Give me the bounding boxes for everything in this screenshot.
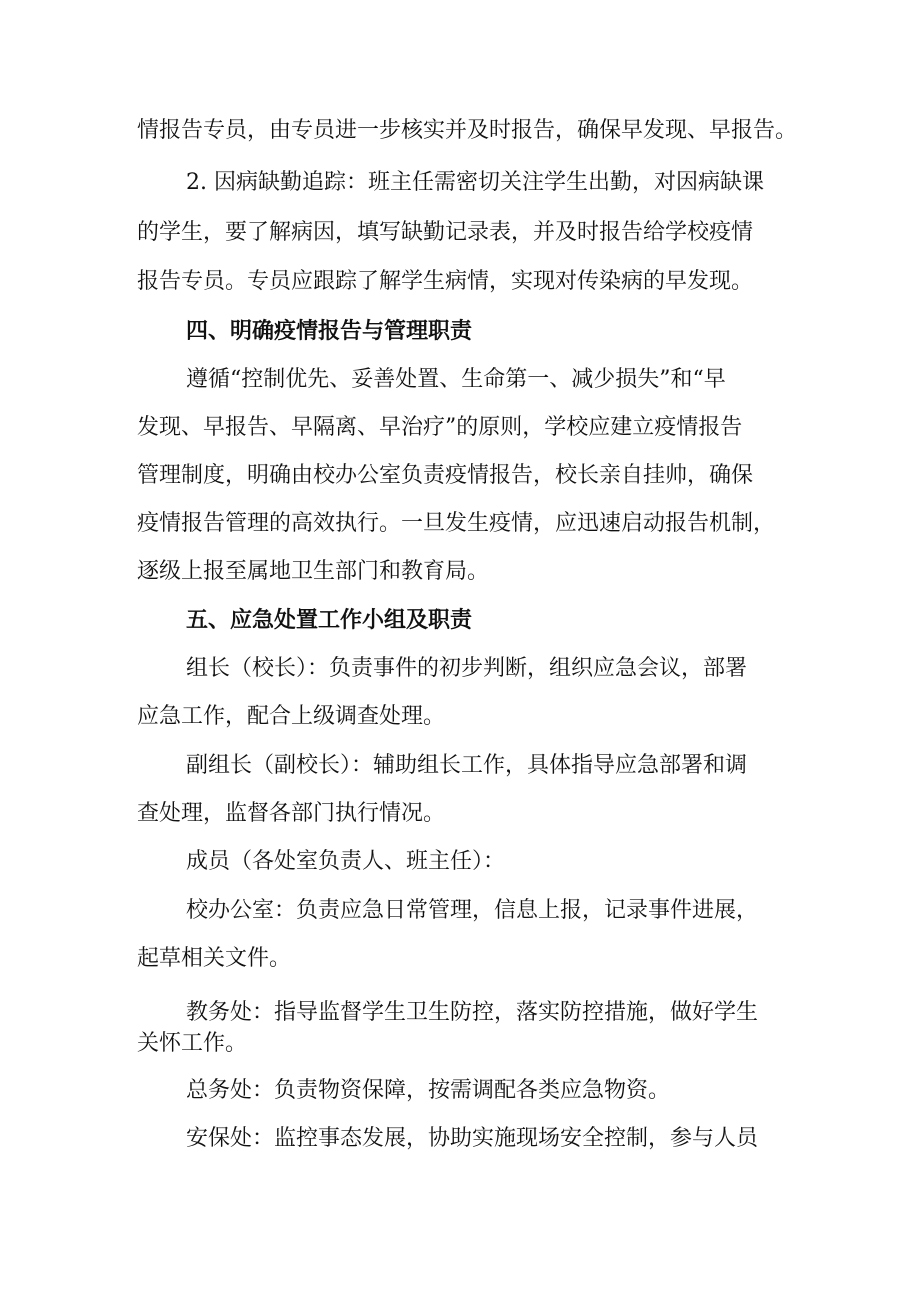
paragraph-line: 成员（各处室负责人、班主任）： (186, 849, 506, 874)
paragraph-line: 查处理，监督各部门执行情况。 (137, 801, 446, 826)
paragraph-line: 疫情报告管理的高效执行。一旦发生疫情，应迅速启动报告机制， (137, 511, 776, 536)
paragraph-line: 教务处：指导监督学生卫生防控，落实防控措施，做好学生 (186, 1000, 759, 1025)
paragraph-line: 情报告专员，由专员进一步核实并及时报告，确保早发现、早报告。 (137, 118, 798, 143)
paragraph-line: 应急工作，配合上级调查处理。 (137, 704, 446, 729)
paragraph-line: 管理制度，明确由校办公室负责疫情报告，校长亲自挂帅，确保 (137, 463, 754, 488)
paragraph-line: 起草相关文件。 (137, 946, 292, 971)
paragraph-line: 的学生，要了解病因，填写缺勤记录表，并及时报告给学校疫情 (137, 220, 754, 245)
section-heading: 五、应急处置工作小组及职责 (186, 608, 473, 633)
paragraph-line: 关怀工作。 (137, 1031, 248, 1056)
paragraph-line: 2. 因病缺勤追踪：班主任需密切关注学生出勤，对因病缺课 (186, 170, 764, 195)
paragraph-line: 总务处：负责物资保障，按需调配各类应急物资。 (186, 1078, 671, 1103)
paragraph-line: 发现、早报告、早隔离、早治疗”的原则，学校应建立疫情报告 (137, 415, 743, 440)
paragraph-line: 副组长（副校长）：辅助组长工作，具体指导应急部署和调 (186, 753, 748, 778)
paragraph-line: 校办公室：负责应急日常管理，信息上报，记录事件进展， (186, 898, 759, 923)
paragraph-line: 组长（校长）：负责事件的初步判断，组织应急会议，部署 (186, 656, 748, 681)
paragraph-line: 遵循“控制优先、妥善处置、生命第一、减少损失”和“早 (186, 367, 726, 392)
section-heading: 四、明确疫情报告与管理职责 (186, 319, 473, 344)
paragraph-line: 逐级上报至属地卫生部门和教育局。 (137, 559, 490, 584)
paragraph-line: 安保处：监控事态发展，协助实施现场安全控制，参与人员 (186, 1126, 759, 1151)
paragraph-line: 报告专员。专员应跟踪了解学生病情，实现对传染病的早发现。 (137, 269, 754, 294)
